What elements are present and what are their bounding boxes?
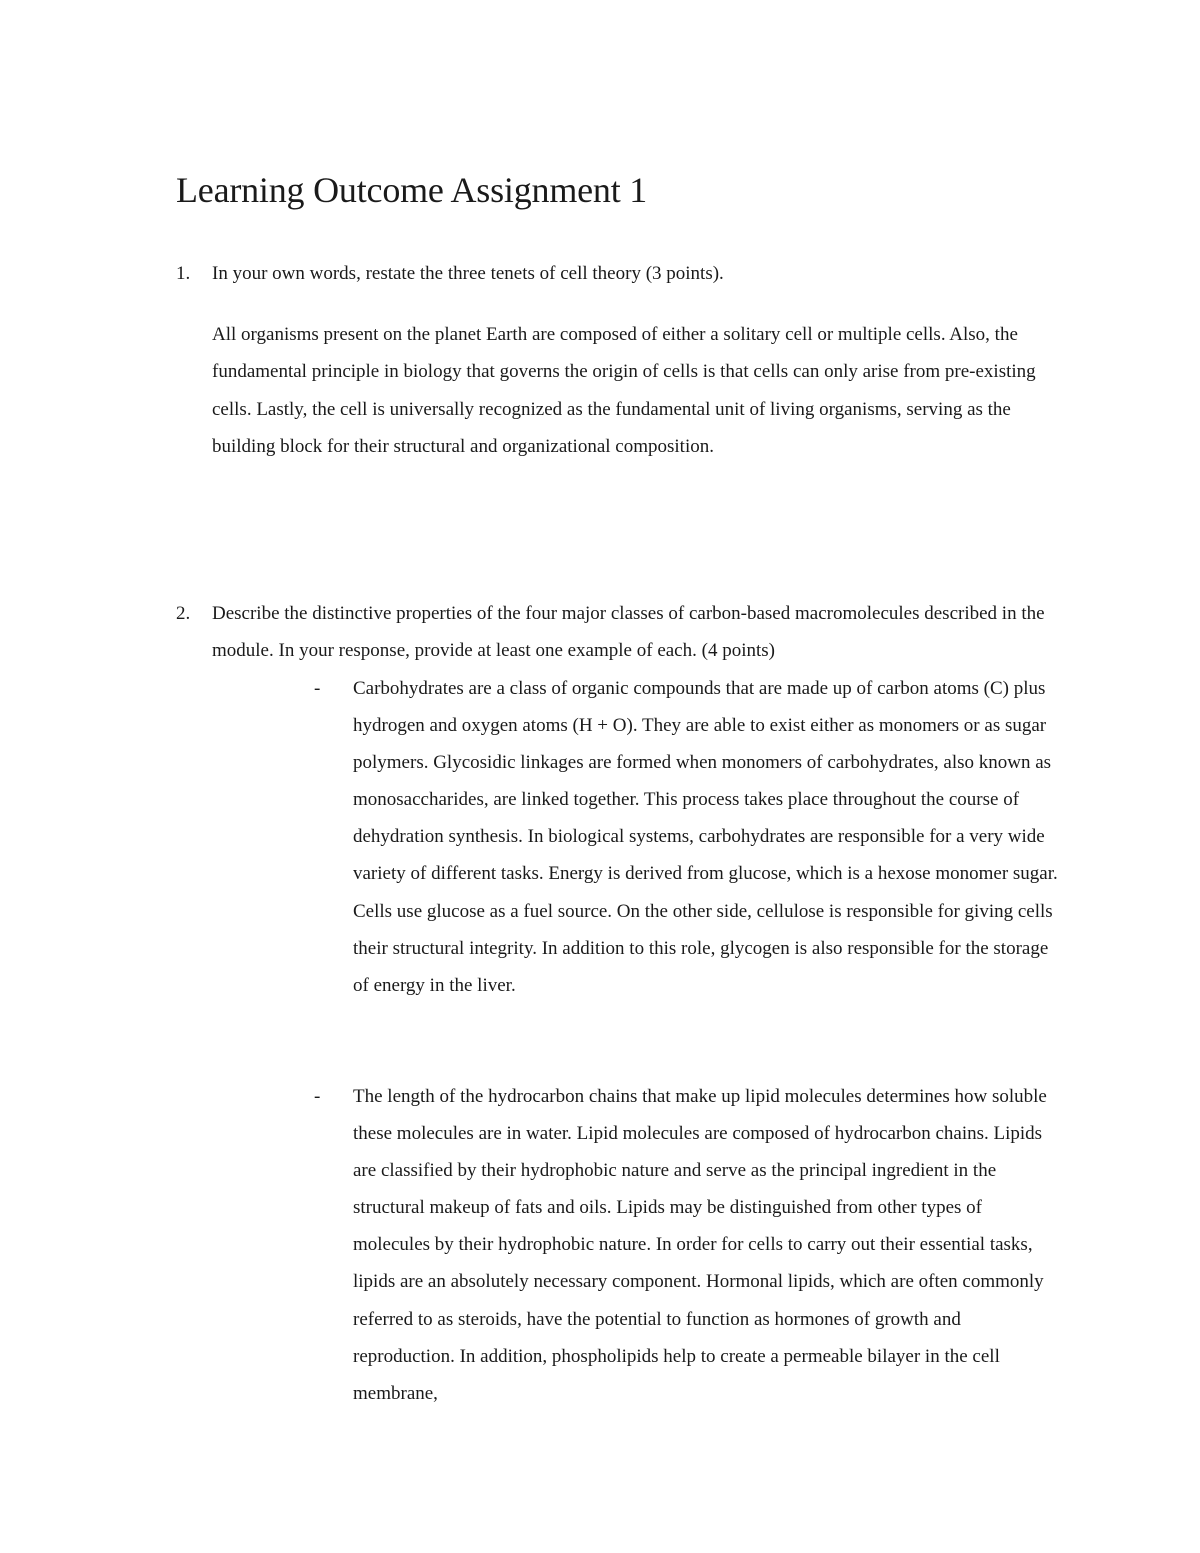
bullet-marker: - xyxy=(314,678,321,699)
question-1-number: 1. xyxy=(176,263,191,284)
question-2-prompt: Describe the distinctive properties of the four major classes of carbon-based macromolecules described in the module. In your response, provide at least one example of each. (4 points) xyxy=(212,603,1045,662)
bullet-marker: - xyxy=(314,1086,321,1107)
question-2-number: 2. xyxy=(176,603,191,624)
bullet-lipids: The length of the hydrocarbon chains that make up lipid molecules determines how soluble these molecules are in water. Lipid molecules are composed of hydrocarbon chains. Lipids are classified by their hydrophobic nature and serve as the principal ingredient in the structural makeup of fats and oils. Lipids may be distinguished from other types of molecules by their hydrophobic nature. In order for cells to carry out their essential tasks, lipids are an absolutely necessary component. Hormonal lipids, which are often commonly referred to as steroids, have the potential to function as hormones of growth and reproduction. In addition, phospholipids help to create a permeable bilayer in the cell membrane, xyxy=(353,1086,1047,1404)
page-title: Learning Outcome Assignment 1 xyxy=(176,170,648,210)
question-1-answer: All organisms present on the planet Earth are composed of either a solitary cell or multiple cells. Also, the fundamental principle in biology that governs the origin of cells is that cells can only arise from pre-existing cells. Lastly, the cell is universally recognized as the fundamental unit of living organisms, serving as the building block for their structural and organizational composition. xyxy=(212,324,1036,458)
question-1-prompt: In your own words, restate the three tenets of cell theory (3 points). xyxy=(212,263,724,284)
bullet-carbohydrates: Carbohydrates are a class of organic compounds that are made up of carbon atoms (C) plus hydrogen and oxygen atoms (H + O). They are able to exist either as monomers or as sugar polymers. Glycosidic linkages are formed when monomers of carbohydrates, also known as monosaccharides, are linked together. This process takes place throughout the course of dehydration synthesis. In biological systems, carbohydrates are responsible for a very wide variety of different tasks. Energy is derived from glucose, which is a hexose monomer sugar. Cells use glucose as a fuel source. On the other side, cellulose is responsible for giving cells their structural integrity. In addition to this role, glycogen is also responsible for the storage of energy in the liver. xyxy=(353,678,1058,996)
